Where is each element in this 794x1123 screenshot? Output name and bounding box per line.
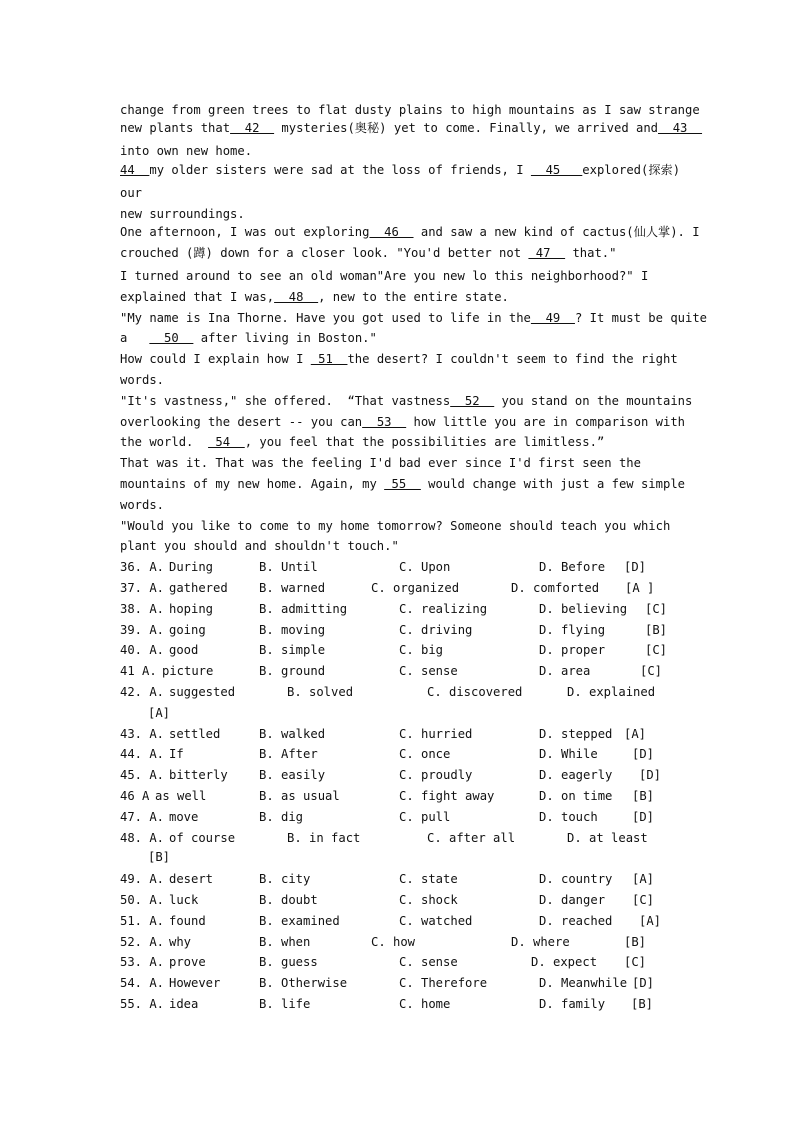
option-a: luck bbox=[169, 893, 199, 907]
passage-text: the desert? I couldn't seem to find the right bbox=[347, 352, 678, 366]
question-row bbox=[0, 768, 794, 788]
passage-text: , you feel that the possibilities are limitless.” bbox=[244, 435, 605, 449]
passage-line bbox=[120, 394, 692, 409]
blank-number: 43 bbox=[658, 121, 703, 135]
option-b: B. walked bbox=[259, 727, 326, 741]
question-row bbox=[0, 893, 794, 913]
option-a: move bbox=[169, 810, 199, 824]
question-number: 50. A. bbox=[120, 893, 165, 907]
passage-line bbox=[120, 225, 700, 240]
option-a: as well bbox=[155, 789, 207, 803]
question-number: 43. A. bbox=[120, 727, 165, 741]
question-row bbox=[0, 664, 794, 684]
passage-text: "My name is Ina Thorne. Have you got used to life in the bbox=[120, 311, 531, 325]
answer-key: [C] bbox=[640, 664, 663, 678]
blank-number: 54 bbox=[208, 435, 245, 449]
passage-text: and saw a new kind of cactus(仙人掌). I bbox=[413, 225, 700, 239]
passage-text: mountains of my new home. Again, my bbox=[120, 477, 385, 491]
blank-number: 49 bbox=[530, 311, 575, 325]
option-c: C. how bbox=[371, 935, 416, 949]
answer-key: [B] bbox=[631, 997, 654, 1011]
option-a: settled bbox=[169, 727, 221, 741]
option-a: going bbox=[169, 623, 206, 637]
option-d: D. area bbox=[539, 664, 591, 678]
passage-text: explored(探索) bbox=[582, 163, 681, 177]
blank-number: 46 bbox=[369, 225, 414, 239]
passage-text: into own new home. bbox=[120, 144, 253, 158]
question-number: 48. A. bbox=[120, 831, 165, 845]
option-d: D. flying bbox=[539, 623, 606, 637]
question-number: 47. A. bbox=[120, 810, 165, 824]
passage-line bbox=[120, 186, 142, 201]
option-d: D. where bbox=[511, 935, 570, 949]
passage-text: new surroundings. bbox=[120, 207, 245, 221]
option-d: D. comforted bbox=[511, 581, 600, 595]
passage-text: overlooking the desert -- you can bbox=[120, 415, 363, 429]
option-d: D. touch bbox=[539, 810, 598, 824]
answer-key: [B] bbox=[624, 935, 647, 949]
passage-text: plant you should and shouldn't touch." bbox=[120, 539, 399, 553]
question-number: 44. A. bbox=[120, 747, 165, 761]
option-c: C. fight away bbox=[399, 789, 495, 803]
option-c: C. watched bbox=[399, 914, 473, 928]
passage-text: mysteries(奥秘) yet to come. Finally, we arrived and bbox=[274, 121, 659, 135]
option-b: B. as usual bbox=[259, 789, 340, 803]
answer-key: [D] bbox=[639, 768, 662, 782]
passage-text: ? It must be quite bbox=[574, 311, 708, 325]
question-number: 45. A. bbox=[120, 768, 165, 782]
option-c: C. organized bbox=[371, 581, 460, 595]
answer-key: [D] bbox=[632, 976, 655, 990]
question-row bbox=[0, 643, 794, 663]
answer-key: [D] bbox=[632, 747, 655, 761]
option-b: B. After bbox=[259, 747, 318, 761]
answer-key: [C] bbox=[632, 893, 655, 907]
answer-key: [C] bbox=[645, 643, 668, 657]
option-d: D. While bbox=[539, 747, 598, 761]
passage-text: new plants that bbox=[120, 121, 231, 135]
question-number: 51. A. bbox=[120, 914, 165, 928]
question-number: 40. A. bbox=[120, 643, 165, 657]
blank-number: 53 bbox=[362, 415, 407, 429]
passage-text: you stand on the mountains bbox=[494, 394, 693, 408]
passage-line bbox=[120, 539, 399, 554]
option-b: B. moving bbox=[259, 623, 326, 637]
option-a: desert bbox=[169, 872, 214, 886]
question-number: 41 A. bbox=[120, 664, 157, 678]
passage-line bbox=[120, 331, 377, 346]
question-row bbox=[0, 685, 794, 720]
passage-text: "It's vastness," she offered. “That vastness bbox=[120, 394, 451, 408]
option-b: B. when bbox=[259, 935, 311, 949]
passage-line bbox=[120, 290, 509, 305]
option-b: B. in fact bbox=[287, 831, 361, 845]
option-c: C. discovered bbox=[427, 685, 523, 699]
question-number: 49. A. bbox=[120, 872, 165, 886]
passage-text: That was it. That was the feeling I'd bad ever since I'd first seen the bbox=[120, 456, 641, 470]
option-a: During bbox=[169, 560, 214, 574]
option-c: C. state bbox=[399, 872, 458, 886]
question-number: 54. A. bbox=[120, 976, 165, 990]
option-d: D. country bbox=[539, 872, 613, 886]
passage-text: words. bbox=[120, 373, 165, 387]
option-d: D. stepped bbox=[539, 727, 613, 741]
option-b: B. admitting bbox=[259, 602, 348, 616]
answer-key: [A] bbox=[639, 914, 662, 928]
question-row bbox=[0, 976, 794, 996]
question-row bbox=[0, 955, 794, 975]
passage-text: a bbox=[120, 331, 150, 345]
option-b: B. examined bbox=[259, 914, 340, 928]
option-a: gathered bbox=[169, 581, 228, 595]
passage-text: How could I explain how I bbox=[120, 352, 311, 366]
option-d: D. danger bbox=[539, 893, 606, 907]
question-number: 52. A. bbox=[120, 935, 165, 949]
option-a: prove bbox=[169, 955, 206, 969]
passage-line bbox=[120, 246, 616, 261]
option-b: B. Otherwise bbox=[259, 976, 348, 990]
option-d: D. reached bbox=[539, 914, 613, 928]
blank-number: 50 bbox=[149, 331, 194, 345]
question-row bbox=[0, 560, 794, 580]
question-row bbox=[0, 602, 794, 622]
question-row bbox=[0, 789, 794, 809]
option-b: B. ground bbox=[259, 664, 326, 678]
passage-text: my older sisters were sad at the loss of friends, I bbox=[149, 163, 531, 177]
passage-line bbox=[120, 477, 685, 492]
option-a: idea bbox=[169, 997, 199, 1011]
option-c: C. once bbox=[399, 747, 451, 761]
option-d: D. on time bbox=[539, 789, 613, 803]
passage-text: One afternoon, I was out exploring bbox=[120, 225, 370, 239]
question-row bbox=[0, 747, 794, 767]
option-c: C. pull bbox=[399, 810, 451, 824]
option-d: D. believing bbox=[539, 602, 628, 616]
option-b: B. life bbox=[259, 997, 311, 1011]
blank-number: 48 bbox=[274, 290, 319, 304]
question-number: 53. A. bbox=[120, 955, 165, 969]
option-c: C. sense bbox=[399, 664, 458, 678]
answer-key: [D] bbox=[632, 810, 655, 824]
question-row bbox=[0, 810, 794, 830]
answer-key: [A] bbox=[632, 872, 655, 886]
question-row bbox=[0, 914, 794, 934]
passage-text: after living in Boston." bbox=[193, 331, 377, 345]
answer-key: [B] bbox=[632, 789, 655, 803]
option-a: If bbox=[169, 747, 184, 761]
question-row bbox=[0, 872, 794, 892]
option-a: However bbox=[169, 976, 221, 990]
answer-key: [D] bbox=[624, 560, 647, 574]
passage-line bbox=[120, 144, 252, 159]
passage-text: , new to the entire state. bbox=[318, 290, 509, 304]
option-b: B. city bbox=[259, 872, 311, 886]
passage-text: crouched (蹲) down for a closer look. "You'd better not bbox=[120, 246, 529, 260]
answer-key: [B] bbox=[148, 850, 171, 864]
passage-line bbox=[120, 498, 164, 513]
passage-text: "Would you like to come to my home tomorrow? Someone should teach you which bbox=[120, 519, 671, 533]
passage-text: change from green trees to flat dusty plains to high mountains as I saw strange bbox=[120, 103, 700, 117]
passage-line bbox=[120, 456, 641, 471]
passage-text: how little you are in comparison with bbox=[406, 415, 685, 429]
option-b: B. guess bbox=[259, 955, 318, 969]
option-b: B. easily bbox=[259, 768, 326, 782]
option-c: C. big bbox=[399, 643, 444, 657]
option-d: D. Meanwhile bbox=[539, 976, 628, 990]
option-a: why bbox=[169, 935, 192, 949]
option-c: C. driving bbox=[399, 623, 473, 637]
blank-number: 55 bbox=[384, 477, 421, 491]
option-b: B. doubt bbox=[259, 893, 318, 907]
option-d: D. family bbox=[539, 997, 606, 1011]
option-d: D. Before bbox=[539, 560, 606, 574]
question-row bbox=[0, 831, 794, 864]
question-row bbox=[0, 997, 794, 1017]
option-a: hoping bbox=[169, 602, 214, 616]
question-number: 36. A. bbox=[120, 560, 165, 574]
answer-key: [A] bbox=[624, 727, 647, 741]
passage-line bbox=[120, 163, 680, 178]
question-row bbox=[0, 581, 794, 601]
blank-number: 42 bbox=[230, 121, 275, 135]
question-number: 37. A. bbox=[120, 581, 165, 595]
answer-key: [B] bbox=[645, 623, 668, 637]
passage-line bbox=[120, 269, 648, 284]
blank-number: 45 bbox=[530, 163, 583, 177]
blank-number: 52 bbox=[450, 394, 495, 408]
passage-line bbox=[120, 415, 685, 430]
passage-line bbox=[120, 519, 670, 534]
passage-line bbox=[120, 352, 678, 367]
option-c: C. shock bbox=[399, 893, 458, 907]
passage-line bbox=[120, 435, 604, 450]
blank-number: 44 bbox=[120, 163, 150, 177]
question-number: 55. A. bbox=[120, 997, 165, 1011]
question-number: 38. A. bbox=[120, 602, 165, 616]
option-a: picture bbox=[162, 664, 214, 678]
passage-line bbox=[120, 311, 707, 326]
option-d: D. explained bbox=[567, 685, 656, 699]
question-number: 46 A bbox=[120, 789, 150, 803]
option-a: good bbox=[169, 643, 199, 657]
option-c: C. Therefore bbox=[399, 976, 488, 990]
passage-text: would change with just a few simple bbox=[420, 477, 685, 491]
question-number: 42. A. bbox=[120, 685, 165, 699]
blank-number: 51 bbox=[310, 352, 348, 366]
option-b: B. Until bbox=[259, 560, 318, 574]
option-b: B. solved bbox=[287, 685, 354, 699]
passage-text: I turned around to see an old woman"Are you new lo this neighborhood?" I bbox=[120, 269, 649, 283]
passage-text: words. bbox=[120, 498, 165, 512]
option-c: C. proudly bbox=[399, 768, 473, 782]
option-b: B. simple bbox=[259, 643, 326, 657]
option-d: D. expect bbox=[531, 955, 598, 969]
answer-key: [A ] bbox=[625, 581, 655, 595]
option-a: of course bbox=[169, 831, 236, 845]
passage-line bbox=[120, 373, 164, 388]
passage-line bbox=[120, 103, 700, 118]
passage-text: our bbox=[120, 186, 143, 200]
passage-line bbox=[120, 121, 702, 136]
question-number: 39. A. bbox=[120, 623, 165, 637]
passage-line bbox=[120, 207, 245, 222]
option-d: D. proper bbox=[539, 643, 606, 657]
option-c: C. home bbox=[399, 997, 451, 1011]
option-d: D. at least bbox=[567, 831, 648, 845]
option-b: B. dig bbox=[259, 810, 304, 824]
answer-key: [A] bbox=[148, 706, 171, 720]
question-row bbox=[0, 623, 794, 643]
option-a: suggested bbox=[169, 685, 236, 699]
passage-text: that." bbox=[565, 246, 617, 260]
option-a: bitterly bbox=[169, 768, 228, 782]
question-row bbox=[0, 727, 794, 747]
option-b: B. warned bbox=[259, 581, 326, 595]
option-c: C. Upon bbox=[399, 560, 451, 574]
option-c: C. hurried bbox=[399, 727, 473, 741]
option-c: C. after all bbox=[427, 831, 516, 845]
answer-key: [C] bbox=[624, 955, 647, 969]
passage-text: the world. bbox=[120, 435, 209, 449]
passage-text: explained that I was, bbox=[120, 290, 275, 304]
option-c: C. realizing bbox=[399, 602, 488, 616]
option-d: D. eagerly bbox=[539, 768, 613, 782]
option-a: found bbox=[169, 914, 206, 928]
question-row bbox=[0, 935, 794, 955]
blank-number: 47 bbox=[528, 246, 566, 260]
option-c: C. sense bbox=[399, 955, 458, 969]
answer-key: [C] bbox=[645, 602, 668, 616]
